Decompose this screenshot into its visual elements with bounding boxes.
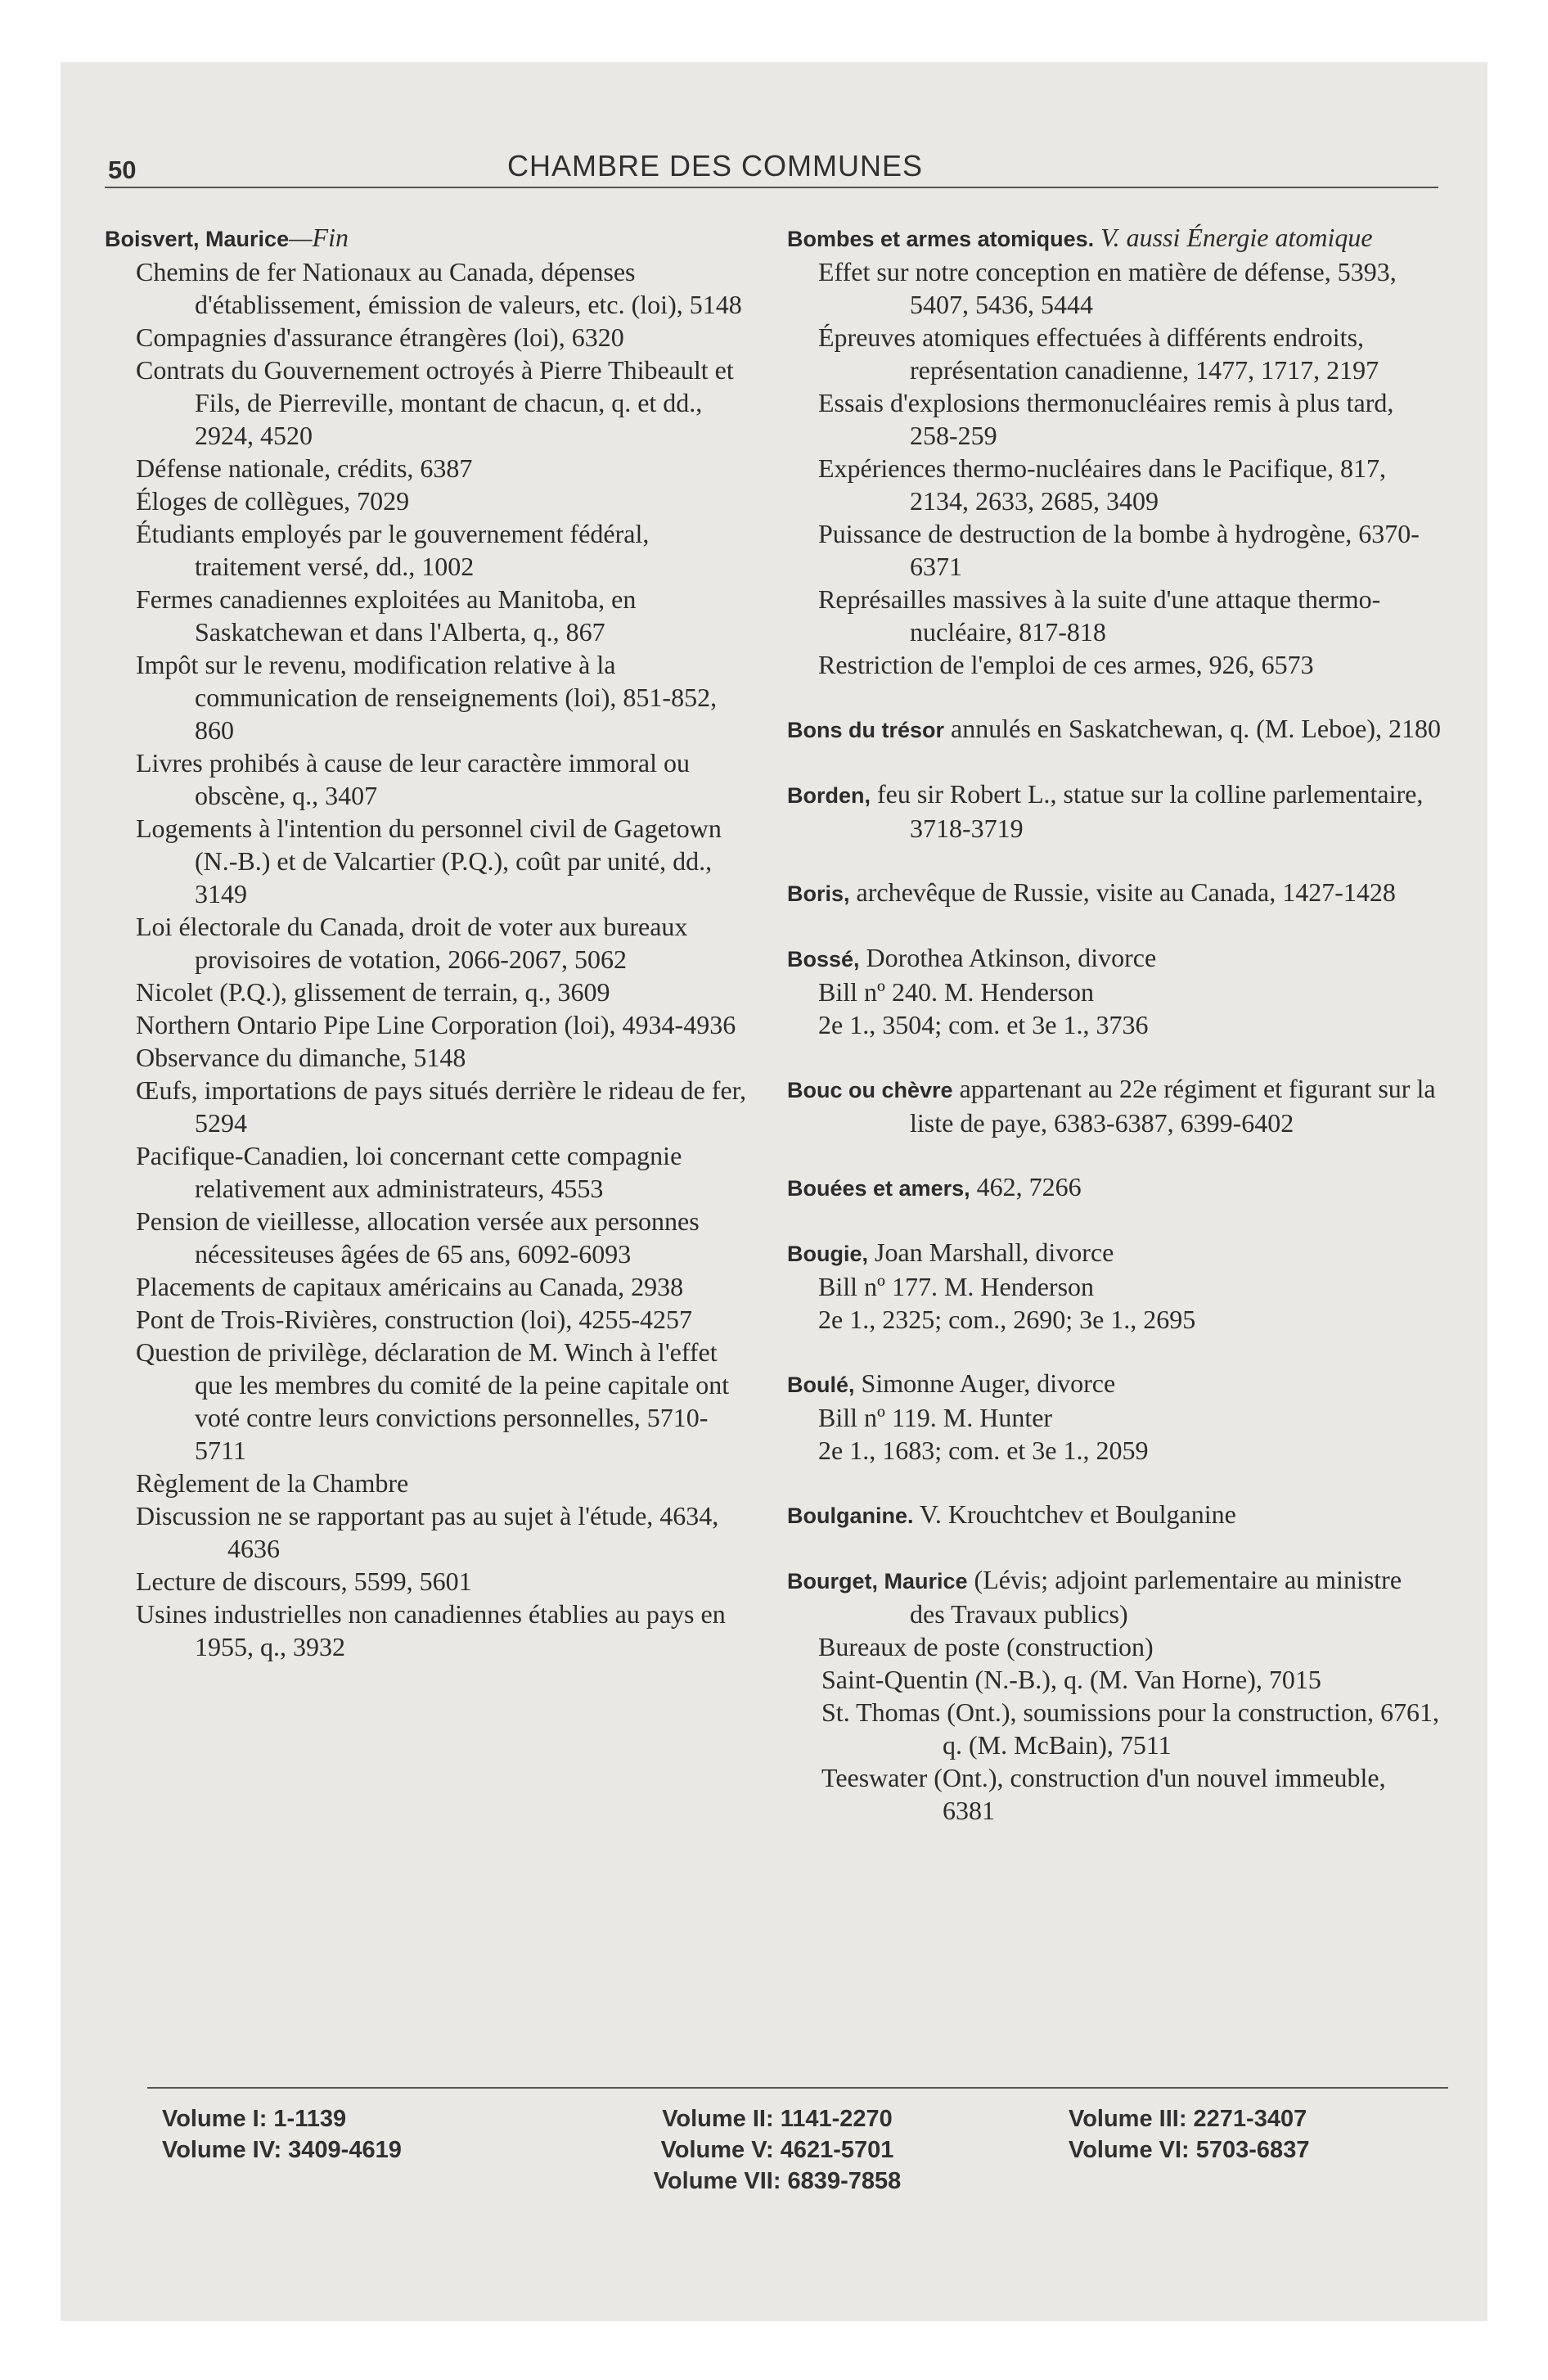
index-subentry: Contrats du Gouvernement octroyés à Pierre Thibeault et Fils, de Pierreville, montant de chacun, q. et dd., 2924, 4520 [136, 355, 734, 450]
index-subsubentry: St. Thomas (Ont.), soumissions pour la construction, 6761, q. (M. McBain), 7511 [821, 1697, 1439, 1760]
footer-volume: Volume I: 1-1139 [162, 2106, 347, 2132]
index-subentry: Usines industrielles non canadiennes établies au pays en 1955, q., 3932 [136, 1599, 726, 1661]
index-entry-boule: Boulé, Simonne Auger, divorce Bill nº 119. M. Hunter 2e 1., 1683; com. et 3e 1., 2059 [787, 1367, 1442, 1467]
index-entry-boris: Boris, archevêque de Russie, visite au Canada, 1427-1428 [787, 877, 1396, 907]
index-subentry: 2e 1., 2325; com., 2690; 3e 1., 2695 [818, 1305, 1196, 1334]
index-subentry: Bureaux de poste (construction) [818, 1632, 1154, 1661]
header-divider [105, 187, 1438, 188]
index-subentry: 2e 1., 3504; com. et 3e 1., 3736 [818, 1010, 1149, 1039]
footer-volume: Volume VI: 5703-6837 [1069, 2137, 1310, 2163]
index-subentry: Restriction de l'emploi de ces armes, 926, 6573 [818, 650, 1314, 679]
index-subentry: Défense nationale, crédits, 6387 [136, 453, 473, 483]
index-subsubentry: Teeswater (Ont.), construction d'un nouvel immeuble, 6381 [821, 1763, 1386, 1825]
index-subentry: Représailles massives à la suite d'une attaque thermo-nucléaire, 817-818 [818, 584, 1381, 647]
right-column [787, 221, 1442, 1858]
index-subentry: Éloges de collègues, 7029 [136, 486, 410, 516]
index-subentry: Northern Ontario Pipe Line Corporation (loi), 4934-4936 [136, 1010, 736, 1039]
footer-volume: Volume III: 2271-3407 [1069, 2106, 1307, 2132]
footer-volume: Volume II: 1141-2270 [662, 2106, 893, 2132]
index-subentry: Nicolet (P.Q.), glissement de terrain, q., 3609 [136, 977, 610, 1007]
footer-volume: Volume V: 4621-5701 [660, 2137, 894, 2163]
index-subentry: Épreuves atomiques effectuées à différents endroits, représentation canadienne, 1477, 1717, 2197 [818, 322, 1379, 385]
index-entry-bosse: Bossé, Dorothea Atkinson, divorce Bill nº 240. M. Henderson 2e 1., 3504; com. et 3e 1., 3736 [787, 941, 1442, 1041]
index-entry-bouc: Bouc ou chèvre appartenant au 22e régiment et figurant sur la liste de paye, 6383-6387, 6399-6402 [787, 1074, 1436, 1138]
footer-volume: Volume IV: 3409-4619 [162, 2137, 402, 2163]
footer-volumes-col2 [605, 2103, 949, 2197]
index-entry-bombes: Bombes et armes atomiques. V. aussi Énergie atomique Effet sur notre conception en matière de défense, 5393, 5407, 5436, 5444 Épreuves atomiques effectuées à différents endroits, représentation canadienne, 1477, 1717, 2197 Essais d'explosions thermonucléaires remis à plus tard, 258-259 Expériences thermo-nucléaires dans le Pacifique, 817, 2134, 2633, 2685, 3409 Puissance de destruction de la bombe à hydrogène, 6370-6371 Représailles massives à la suite d'une attaque thermo-nucléaire, 817-818 Restriction de l'emploi de ces armes, 926, 6573 [787, 221, 1442, 681]
index-subentry: Pacifique-Canadien, loi concernant cette compagnie relativement aux administrateurs, 4553 [136, 1141, 682, 1203]
index-subentry: Bill nº 240. M. Henderson [818, 977, 1095, 1007]
index-subentry: Puissance de destruction de la bombe à hydrogène, 6370-6371 [818, 519, 1420, 581]
index-subentry: Chemins de fer Nationaux au Canada, dépenses d'établissement, émission de valeurs, etc. (loi), 5148 [136, 257, 742, 319]
index-subentry: Bill nº 177. M. Henderson [818, 1272, 1095, 1301]
index-subentry: Loi électorale du Canada, droit de voter aux bureaux provisoires de votation, 2066-2067, 5062 [136, 912, 688, 974]
index-subentry: Compagnies d'assurance étrangères (loi), 6320 [136, 322, 624, 352]
index-subentry: Essais d'explosions thermonucléaires remis à plus tard, 258-259 [818, 388, 1394, 450]
index-subentry: Étudiants employés par le gouvernement fédéral, traitement versé, dd., 1002 [136, 519, 650, 581]
left-column [105, 221, 759, 1663]
page-title: CHAMBRE DES COMMUNES [507, 149, 924, 183]
index-subentry: Expériences thermo-nucléaires dans le Pacifique, 817, 2134, 2633, 2685, 3409 [818, 453, 1386, 516]
index-subentry: Question de privilège, déclaration de M. Winch à l'effet que les membres du comité de la peine capitale ont voté contre leurs convictions personnelles, 5710-5711 [136, 1337, 730, 1465]
index-entry-bourget: Bourget, Maurice (Lévis; adjoint parlementaire au ministre des Travaux publics) Bureaux de poste (construction) Saint-Quentin (N.-B.), q. (M. Van Horne), 7015 St. Thomas (Ont.), soumissions pour la construction, 6761, q. (M. McBain), 7511 Teeswater (Ont.), construction d'un nouvel immeuble, 6381 [787, 1563, 1442, 1827]
index-entry-bons: Bons du trésor annulés en Saskatchewan, q. (M. Leboe), 2180 [787, 714, 1441, 743]
index-entry-bougie: Bougie, Joan Marshall, divorce Bill nº 177. M. Henderson 2e 1., 2325; com., 2690; 3e 1., 2695 [787, 1236, 1442, 1336]
index-subentry: Règlement de la Chambre [136, 1468, 409, 1498]
index-subentry: Pension de vieillesse, allocation versée aux personnes nécessiteuses âgées de 65 ans, 6092-6093 [136, 1206, 700, 1269]
index-subentry: Impôt sur le revenu, modification relative à la communication de renseignements (loi), 851-852, 860 [136, 650, 718, 745]
index-subentry: Observance du dimanche, 5148 [136, 1043, 466, 1072]
index-subentry: Placements de capitaux américains au Canada, 2938 [136, 1272, 684, 1301]
footer-volume: Volume VII: 6839-7858 [653, 2168, 902, 2194]
index-subsubentry: Discussion ne se rapportant pas au sujet à l'étude, 4634, 4636 [136, 1501, 719, 1563]
index-entry-borden: Borden, feu sir Robert L., statue sur la colline parlementaire, 3718-3719 [787, 779, 1424, 843]
index-subentry: 2e 1., 1683; com. et 3e 1., 2059 [818, 1436, 1149, 1465]
index-subentry: Logements à l'intention du personnel civil de Gagetown (N.-B.) et de Valcartier (P.Q.), coût par unité, dd., 3149 [136, 814, 722, 908]
index-entry-boulganine: Boulganine. V. Krouchtchev et Boulganine [787, 1499, 1236, 1529]
index-subentry: Effet sur notre conception en matière de défense, 5393, 5407, 5436, 5444 [818, 257, 1397, 319]
footer-divider [147, 2087, 1448, 2089]
index-subentry: Œufs, importations de pays situés derrière le rideau de fer, 5294 [136, 1075, 747, 1138]
index-entry-head: Boisvert, Maurice—Fin [105, 223, 349, 252]
page-number: 50 [108, 156, 137, 184]
index-subentry: Bill nº 119. M. Hunter [818, 1403, 1053, 1432]
index-entry-bouees: Bouées et amers, 462, 7266 [787, 1172, 1082, 1201]
index-subsubentry: Saint-Quentin (N.-B.), q. (M. Van Horne), 7015 [821, 1665, 1321, 1694]
index-subsubentry: Lecture de discours, 5599, 5601 [136, 1566, 472, 1596]
footer-volumes-col3 [1069, 2103, 1309, 2166]
index-subentry: Fermes canadiennes exploitées au Manitoba, en Saskatchewan et dans l'Alberta, q., 867 [136, 584, 637, 647]
index-subentry: Pont de Trois-Rivières, construction (loi), 4255-4257 [136, 1305, 692, 1334]
index-subentry: Livres prohibés à cause de leur caractère immoral ou obscène, q., 3407 [136, 748, 691, 810]
footer-volumes-col1 [162, 2103, 402, 2166]
